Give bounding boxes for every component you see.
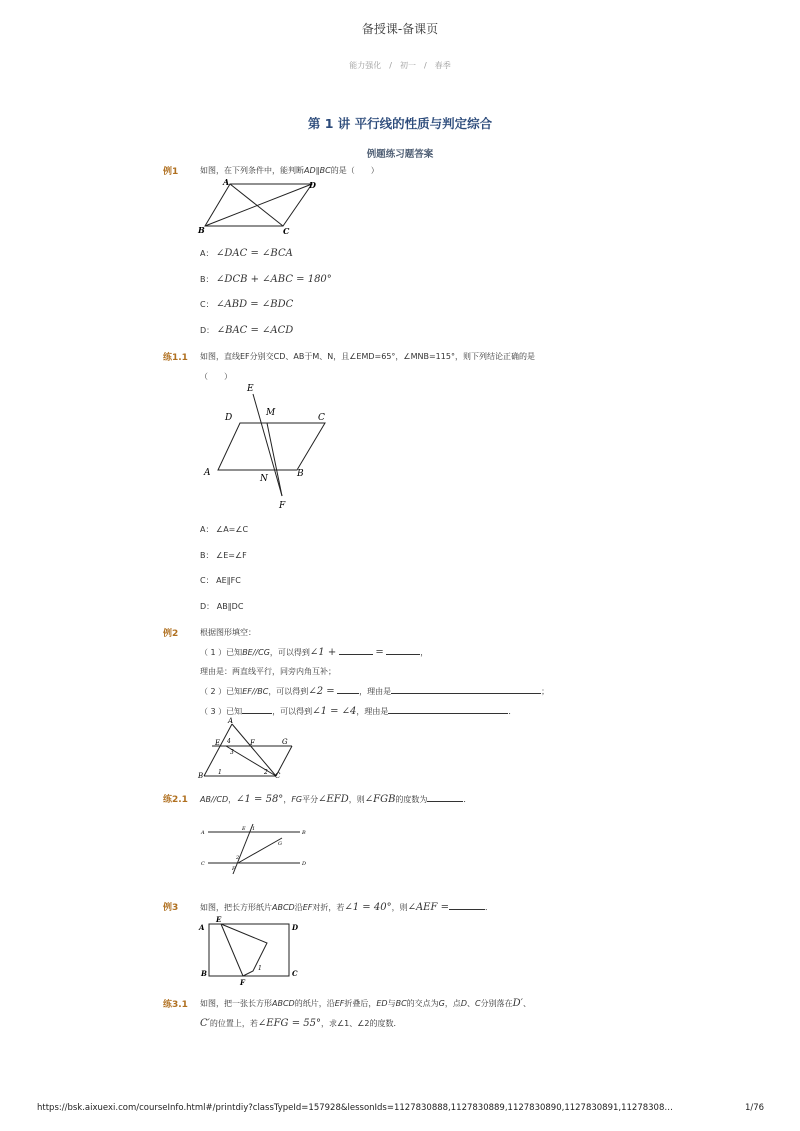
angle-label: 3 (230, 749, 234, 756)
page-subtitle: 例题练习题答案 (366, 149, 434, 160)
question-stem: 如图，把长方形纸片ABCD沿EF对折，若∠1 = 40°，则∠AEF = ． (200, 902, 493, 913)
point-label: C (292, 969, 298, 978)
point-label: B (302, 830, 306, 836)
point-label: B (198, 772, 204, 780)
point-label: B (297, 469, 304, 479)
angle-label: 1 (258, 965, 262, 972)
option-a[interactable]: A： ∠DAC = ∠BCA (200, 248, 293, 259)
question-stem: AB//CD，∠1 = 58°，FG平分∠EFD，则∠FGB的度数为 ． (200, 794, 472, 805)
folded-rectangle-figure (196, 910, 308, 988)
parallel-lines-figure (198, 818, 310, 878)
breadcrumb-sep: / (424, 61, 427, 70)
fill-line-4: （ 3 ）已知 ，可以得到∠1 = ∠4，理由是 ． (200, 706, 517, 717)
transversal-figure (198, 380, 338, 513)
breadcrumb-item: 春季 (434, 61, 451, 70)
question-stem: 根据图形填空： (200, 628, 256, 637)
point-label: A (223, 177, 230, 187)
point-label: D (225, 413, 233, 423)
point-label: E (216, 915, 222, 924)
point-label: E (215, 739, 221, 747)
option-c[interactable]: C： ∠ABD = ∠BDC (200, 299, 294, 310)
answer-blank[interactable] (449, 901, 485, 910)
point-label: D (302, 861, 307, 867)
point-label: D (292, 923, 299, 932)
page-title: 第 1 讲 平行线的性质与判定综合 (307, 116, 493, 131)
answer-blank[interactable] (339, 646, 373, 655)
fill-line-1: （ 1 ）已知BE//CG，可以得到∠1 + = ， (200, 647, 429, 658)
point-label: D (309, 180, 316, 190)
point-label: M (266, 408, 276, 418)
answer-blank[interactable] (242, 705, 272, 714)
point-label: C (275, 772, 281, 780)
answer-blank[interactable] (386, 646, 420, 655)
answer-blank[interactable] (391, 685, 541, 694)
breadcrumb-item: 能力强化 (349, 61, 382, 70)
triangle-figure (196, 716, 296, 780)
angle-label: 1 (252, 826, 256, 832)
answer-blank[interactable] (427, 793, 463, 802)
point-label: G (282, 738, 288, 746)
angle-label: 2 (264, 769, 268, 776)
point-label: A (201, 830, 205, 836)
option-b[interactable]: B： ∠E=∠F (200, 551, 247, 560)
answer-blank[interactable] (388, 705, 508, 714)
breadcrumb (0, 60, 800, 71)
point-label: E (247, 384, 254, 394)
angle-label: 2 (236, 855, 240, 861)
question-tag: 例3 (163, 903, 179, 913)
point-label: C (283, 226, 290, 236)
point-label: C (201, 861, 205, 867)
question-tag: 练2.1 (163, 795, 188, 805)
option-a[interactable]: A： ∠A=∠C (200, 525, 249, 534)
option-d[interactable]: D： ∠BAC = ∠ACD (200, 325, 294, 336)
point-label: B (198, 225, 205, 235)
breadcrumb-sep: / (389, 61, 392, 70)
point-label: A (228, 717, 234, 725)
point-label: F (279, 501, 286, 511)
fill-line-3: （ 2 ）已知EF//BC，可以得到∠2 = ，理由是 ； (200, 686, 550, 697)
point-label: F (232, 866, 236, 872)
point-label: E (242, 826, 246, 832)
fill-line-2: 理由是：两直线平行，同旁内角互补； (200, 667, 336, 676)
point-label: A (199, 923, 205, 932)
question-stem: 如图，在下列条件中，能判断AD∥BC的是（ ） (200, 166, 379, 175)
angle-label: 1 (218, 769, 222, 776)
question-stem-cont: C′的位置上，若∠EFG = 55°，求∠1、∠2的度数． (200, 1018, 402, 1029)
question-stem: 如图，直线EF分别交CD、AB于M、N，且∠EMD=65°，∠MNB=115°，则下列结论正确的是 (200, 352, 535, 361)
question-tag: 例1 (163, 167, 179, 177)
page-header: 备授课-备课页 (361, 22, 439, 36)
question-stem: 如图，把一张长方形ABCD的纸片，沿EF折叠后，ED与BC的交点为G，点D、C分别落在D′、 (200, 998, 531, 1009)
point-label: G (278, 841, 282, 847)
point-label: N (260, 474, 268, 484)
point-label: F (240, 978, 245, 987)
point-label: F (250, 739, 255, 747)
point-label: A (204, 468, 211, 478)
question-tag: 例2 (163, 629, 179, 639)
angle-label: 4 (227, 738, 231, 745)
question-tag: 练3.1 (163, 1000, 188, 1010)
option-b[interactable]: B： ∠DCB + ∠ABC = 180° (200, 274, 332, 285)
footer-url: https://bsk.aixuexi.com/courseInfo.html#/printdiy?classTypeId=157928&lessonIds=1127830888,1127830889,1127830890,1127830891,11278308… (37, 1103, 673, 1113)
page-number: 1/76 (745, 1103, 765, 1113)
option-c[interactable]: C： AE∥FC (200, 576, 241, 585)
parallelogram-figure (195, 176, 325, 238)
point-label: C (318, 413, 325, 423)
question-stem-cont: （ ） (200, 372, 232, 381)
breadcrumb-item: 初一 (400, 61, 416, 70)
answer-blank[interactable] (337, 685, 359, 694)
option-d[interactable]: D： AB∥DC (200, 602, 244, 611)
question-tag: 练1.1 (163, 353, 188, 363)
point-label: B (201, 969, 207, 978)
